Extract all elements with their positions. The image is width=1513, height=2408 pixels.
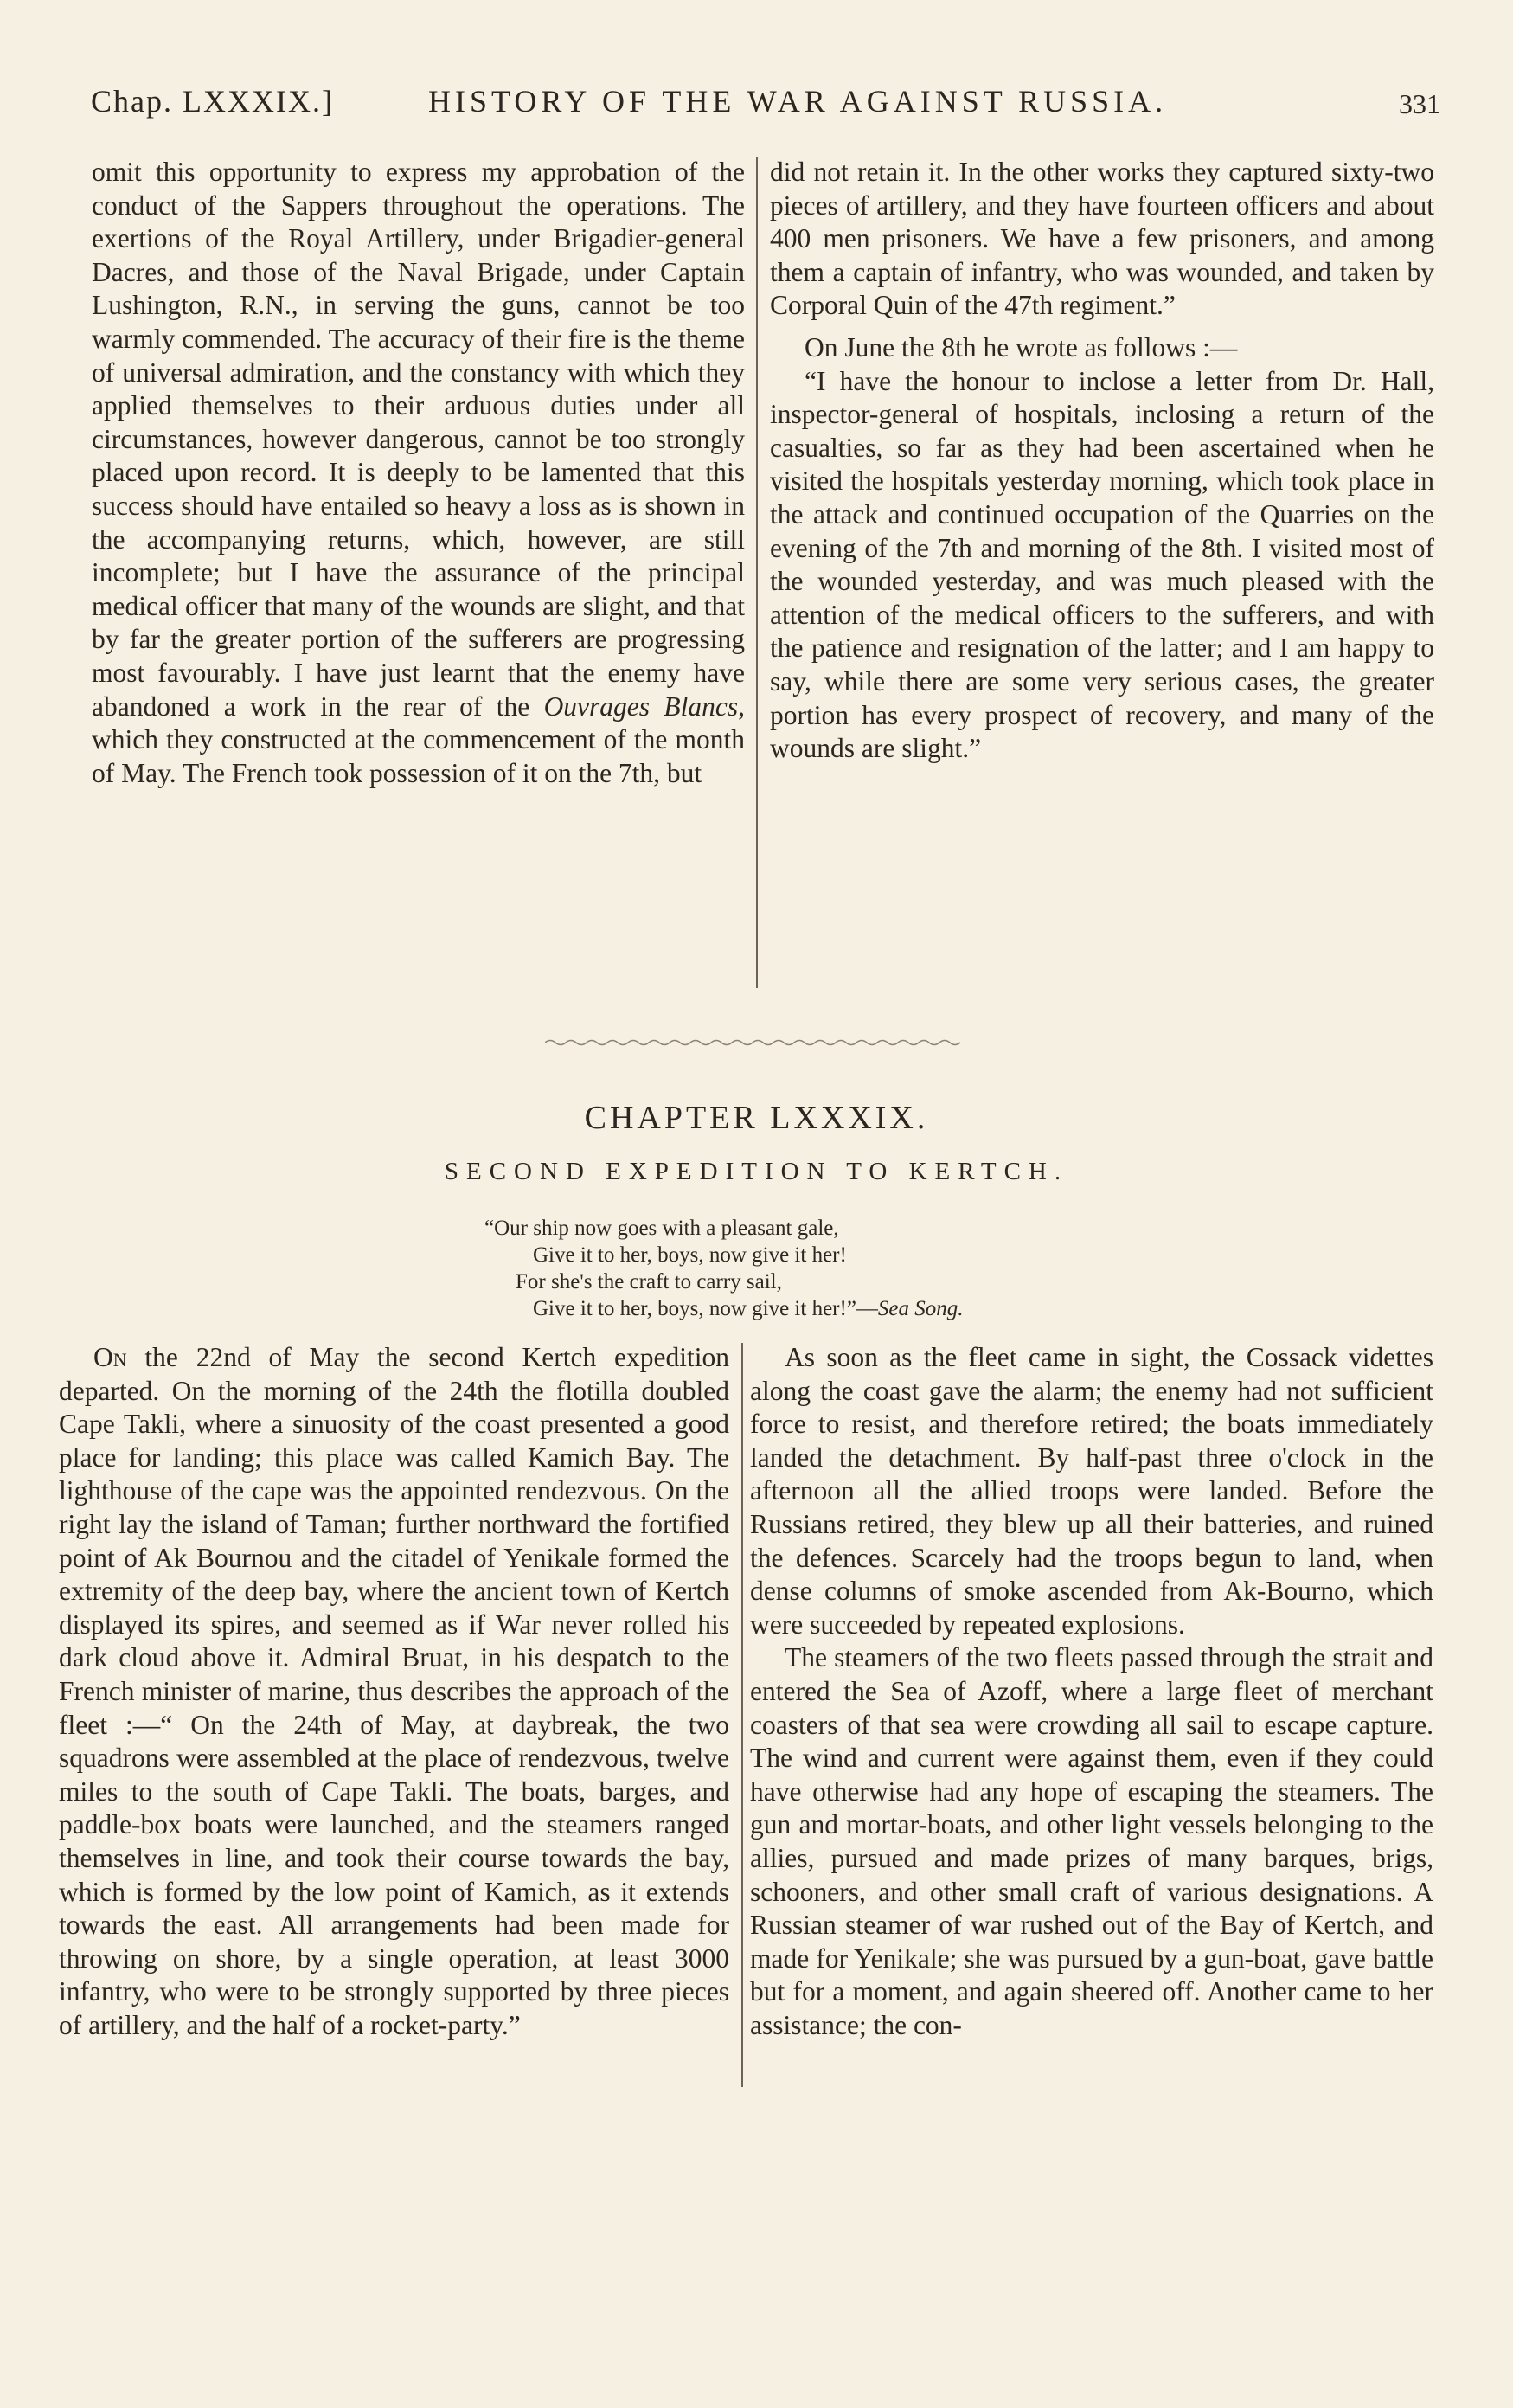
chapter-reference: Chap. LXXXIX.]	[91, 84, 334, 119]
epigraph-line: “Our ship now goes with a pleasant gale,	[484, 1217, 839, 1240]
ornamental-rule	[545, 1037, 960, 1049]
bottom-left-column	[59, 1341, 729, 2042]
lead-word: On	[93, 1342, 127, 1372]
chapter-heading: CHAPTER LXXXIX.	[584, 1100, 929, 1136]
paragraph	[92, 156, 745, 790]
paragraph: “I have the honour to inclose a letter from Dr. Hall, inspector-general of hospitals, inclosing a return of the casualties, so far as they had been ascertained when he visited the hospitals yesterday morning, which took place in the attack and continued occupation of the Quarries on the evening of the 7th and morning of the 8th. I visited most of the wounded yesterday, and was much pleased with the attention of the medical officers to the sufferers, and with the patience and resignation of the latter; and I am happy to say, while there are some very serious cases, the greater portion has every prospect of recovery, and many of the wounds are slight.”	[770, 365, 1434, 764]
epigraph	[484, 1215, 1176, 1322]
running-title: HISTORY OF THE WAR AGAINST RUSSIA.	[428, 84, 1168, 119]
column-divider	[741, 1343, 743, 2087]
paragraph: On June the 8th he wrote as follows :—	[805, 331, 1238, 363]
top-right-column	[770, 156, 1434, 766]
epigraph-text: Give it to her, boys, now give it her!”—	[533, 1297, 878, 1320]
top-left-column	[92, 156, 745, 790]
text-run: the 22nd of May the second Kertch expedition departed. On the morning of the 24th the flotilla doubled Cape Takli, where a sinuosity of the coast presented a good place for landing; this place was called Kamich Bay. The lighthouse of the cape was the appointed rendezvous. On the right lay the island of Taman; further northward the fortified point of Ak Bournou and the citadel of Yenikale formed the extremity of the deep bay, where the ancient town of Kertch displayed its spires, and seemed as if War never rolled his dark cloud above it. Admiral Bruat, in his despatch to the French minister of marine, thus describes the approach of the fleet :—“ On the 24th of May, at daybreak, the two squadrons were assembled at the place of rendezvous, twelve miles to the south of Cape Takli. The boats, barges, and paddle-box boats were launched, and the steamers ranged themselves in line, and took their course towards the bay, which is formed by the low point of Kamich, as it extends towards the east. All arrangements had been made for throwing on shore, by a single operation, at least 3000 infantry, who were to be strongly supported by three pieces of artillery, and the half of a rocket-party.”	[59, 1342, 729, 2040]
bottom-right-column	[750, 1341, 1433, 2042]
paragraph: As soon as the fleet came in sight, the Cossack videttes along the coast gave the alarm; the enemy had not sufficient force to resist, and therefore retired; the boats immediately landed the detachment. By half-past three o'clock in the afternoon all the allied troops were landed. Before the Russians retired, they blew up all their batteries, and ruined the defences. Scarcely had the troops begun to land, when dense columns of smoke ascended from Ak-Bourno, which were succeeded by repeated explosions.	[750, 1342, 1433, 1640]
epigraph-source: Sea Song.	[877, 1297, 964, 1320]
chapter-subtitle: SECOND EXPEDITION TO KERTCH.	[444, 1158, 1069, 1185]
epigraph-line: For she's the craft to carry sail,	[516, 1270, 782, 1294]
italic-text-run: Ouvrages Blancs	[543, 690, 739, 722]
paragraph: The steamers of the two fleets passed through the strait and entered the Sea of Azoff, where a large fleet of merchant coasters of that sea were crowding all sail to escape capture. The wind and current were against them, even if they could have otherwise had any hope of escaping the steamers. The gun and mortar-boats, and other light vessels belonging to the allies, pursued and made prizes of many barques, brigs, schooners, and other small craft of various designations. A Russian steamer of war rushed out of the Bay of Kertch, and made for Yenikale; she was pursued by a gun-boat, gave battle but for a moment, and again sheered off. Another came to her assistance; the con-	[750, 1642, 1433, 2040]
paragraph: did not retain it. In the other works they captured sixty-two pieces of artillery, and they have fourteen officers and about 400 men prisoners. We have a few prisoners, and among them a captain of infantry, who was wounded, and taken by Corporal Quin of the 47th regiment.”	[770, 157, 1434, 321]
paragraph	[59, 1341, 729, 2042]
epigraph-line: Give it to her, boys, now give it her!	[533, 1243, 847, 1267]
epigraph-line	[484, 1295, 1176, 1322]
column-divider	[756, 157, 758, 988]
running-header	[91, 80, 1440, 132]
page-number: 331	[1399, 88, 1440, 119]
text-run: , which they constructed at the commencement of the month of May. The French took possession of it on the 7th, but	[92, 690, 745, 788]
text-run: omit this opportunity to express my approbation of the conduct of the Sappers throughout the operations. The exertions of the Royal Artillery, under Brigadier-general Dacres, and those of the Naval Brigade, under Captain Lushington, R.N., in serving the guns, cannot be too warmly commended. The accuracy of their fire is the theme of universal admiration, and the constancy with which they applied themselves to their arduous duties under all circumstances, however dangerous, cannot be too strongly placed upon record. It is deeply to be lamented that this success should have entailed so heavy a loss as is shown in the accompanying returns, which, however, are still incomplete; but I have the assurance of the principal medical officer that many of the wounds are slight, and that by far the greater portion of the sufferers are progressing most favourably. I have just learnt that the enemy have abandoned a work in the rear of the	[92, 157, 745, 722]
